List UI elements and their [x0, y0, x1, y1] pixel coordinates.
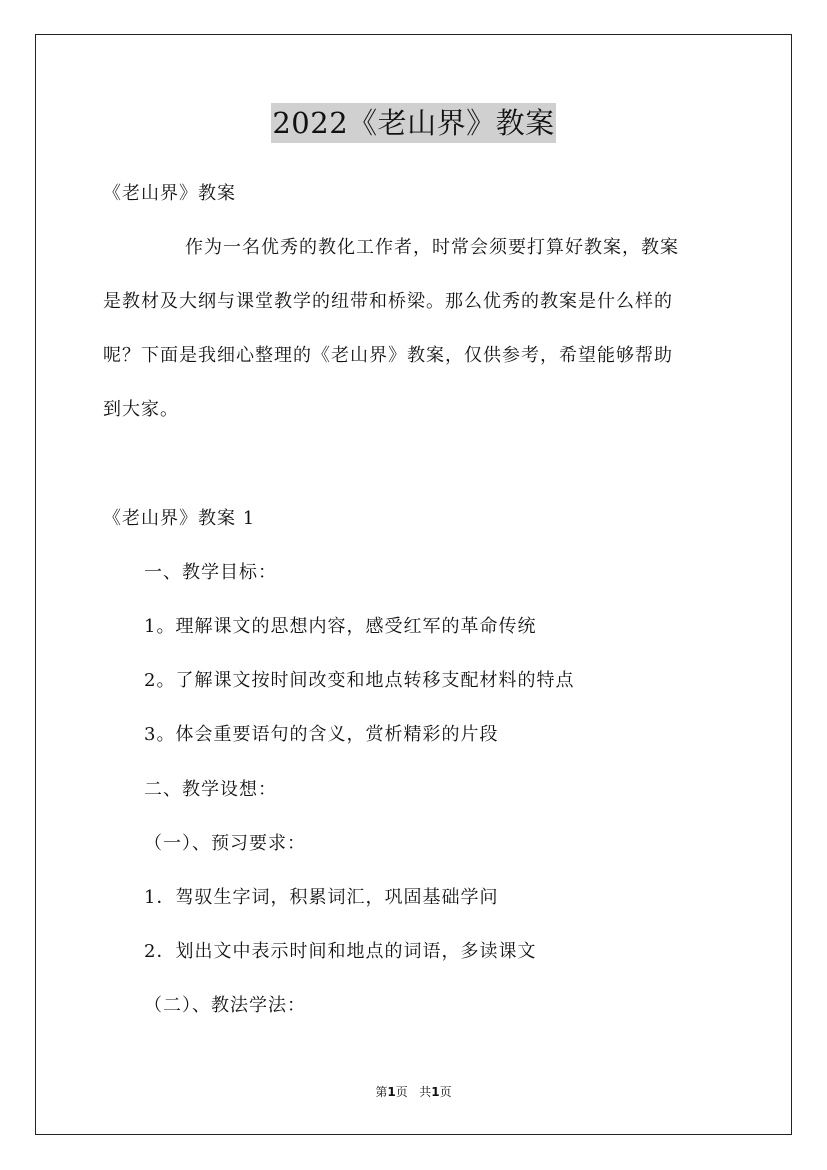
intro-line-4: 到大家。: [103, 399, 179, 420]
footer-total-number: 1: [431, 1085, 440, 1099]
item-goal-1: 1。理解课文的思想内容，感受红军的革命传统: [144, 616, 537, 637]
title-container: [0, 103, 827, 143]
footer-total-prefix: 共: [419, 1085, 432, 1099]
item-preview-1: 1．驾驭生字词，积累词汇，巩固基础学问: [144, 887, 499, 908]
footer-page-suffix: 页: [395, 1085, 408, 1099]
section-heading: 《老山界》教案 1: [103, 508, 256, 529]
document-subtitle: 《老山界》教案: [103, 183, 236, 204]
document-title: 2022《老山界》教案: [271, 103, 555, 143]
footer-page-number: 1: [387, 1085, 396, 1099]
item-preview-requirements: （一）、预习要求：: [144, 833, 306, 854]
intro-line-2: 是教材及大纲与课堂教学的纽带和桥梁。那么优秀的教案是什么样的: [103, 291, 673, 312]
item-goal-3: 3。体会重要语句的含义，赏析精彩的片段: [144, 724, 499, 745]
item-teaching-goals: 一、教学目标：: [144, 562, 277, 583]
item-teaching-ideas: 二、教学设想：: [144, 779, 277, 800]
intro-line-3: 呢？下面是我细心整理的《老山界》教案，仅供参考，希望能够帮助: [103, 345, 673, 366]
intro-line-1: 作为一名优秀的教化工作者，时常会须要打算好教案，教案: [185, 237, 679, 258]
item-preview-2: 2．划出文中表示时间和地点的词语，多读课文: [144, 941, 537, 962]
page-footer: [0, 1084, 827, 1100]
item-goal-2: 2。了解课文按时间改变和地点转移支配材料的特点: [144, 670, 575, 691]
footer-total-suffix: 页: [439, 1085, 452, 1099]
item-methods: （二）、教法学法：: [144, 995, 306, 1016]
footer-page-prefix: 第: [375, 1085, 388, 1099]
